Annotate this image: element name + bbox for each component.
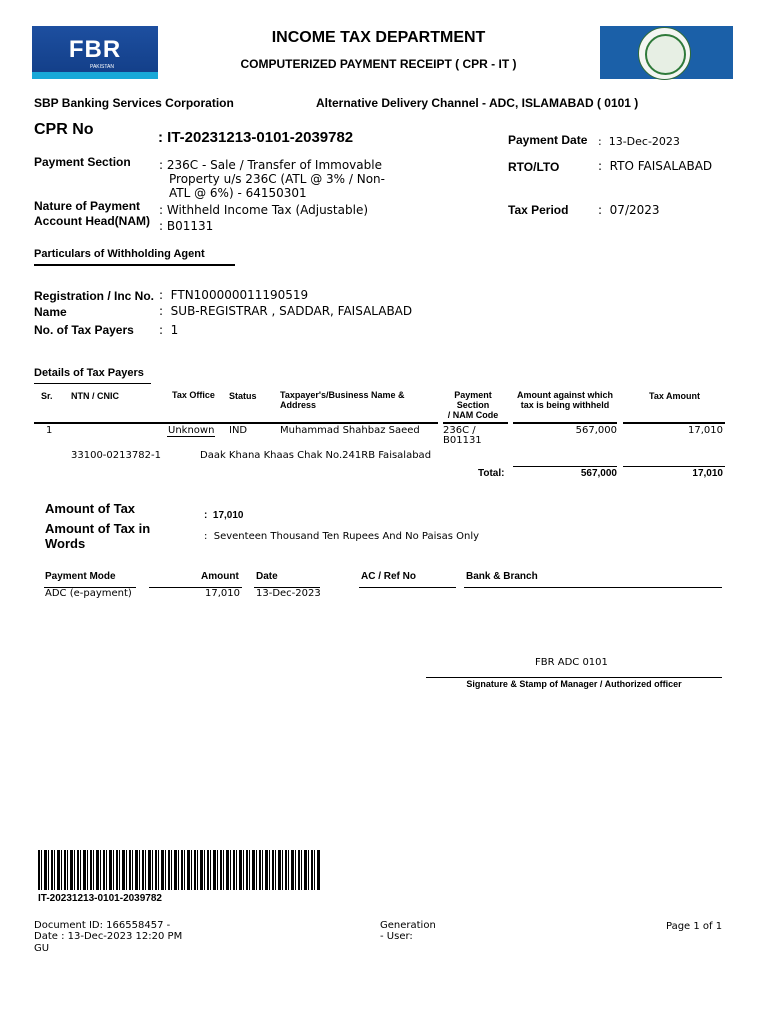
nature-value: : Withheld Income Tax (Adjustable) [159, 203, 369, 217]
bank-name: SBP Banking Services Corporation [34, 96, 234, 110]
agent-name-value: : SUB-REGISTRAR , SADDAR, FAISALABAD [159, 304, 413, 318]
payment-amount-value: 17,010 [205, 588, 240, 599]
col-payment-mode: Payment Mode [45, 571, 116, 582]
taxpayers-section-underline [34, 383, 151, 384]
payment-date-row-value: 13-Dec-2023 [256, 588, 321, 599]
payment-rule-4 [359, 587, 456, 588]
signature-line [426, 677, 722, 678]
fbr-logo-subtext: PAKISTAN [90, 64, 114, 70]
rto-value: : RTO FAISALABAD [598, 159, 713, 173]
payment-date-value: : 13-Dec-2023 [598, 135, 680, 148]
row-section: 236C / [443, 425, 476, 436]
rto-label: RTO/LTO [508, 160, 560, 174]
row-sr: 1 [46, 425, 53, 436]
agent-name-label: Name [34, 305, 67, 319]
col-name: Taxpayer's/Business Name & [280, 390, 405, 400]
row-tax-amount: 17,010 [688, 425, 723, 436]
signature-label: Signature & Stamp of Manager / Authorized officer [466, 679, 682, 689]
amount-in-words-value: : Seventeen Thousand Ten Rupees And No Paisas Only [204, 531, 480, 542]
col-ac-ref: AC / Ref No [361, 571, 416, 582]
payment-rule-5 [464, 587, 722, 588]
amount-of-tax-label: Amount of Tax [45, 501, 136, 516]
nature-label: Nature of Payment [34, 199, 141, 213]
agent-section-underline [34, 264, 235, 266]
barcode [38, 850, 320, 890]
footer-gu: GU [34, 943, 50, 954]
col-nam-code: / NAM Code [447, 410, 499, 420]
footer-generation: Generation [380, 920, 436, 931]
col-tax-amount: Tax Amount [649, 391, 700, 401]
fbr-logo-text: FBR [68, 36, 122, 63]
registration-value: : FTN100000011190519 [159, 288, 309, 302]
amount-in-words-label-2: Words [45, 536, 86, 551]
col-address: Address [280, 400, 317, 410]
row-name: Muhammad Shahbaz Saeed [280, 425, 420, 436]
total-rule-amount [513, 466, 617, 467]
account-head-label: Account Head(NAM) [34, 214, 150, 228]
tax-payers-count-value: : 1 [159, 323, 179, 337]
page-subtitle: COMPUTERIZED PAYMENT RECEIPT ( CPR - IT ) [240, 57, 517, 71]
payment-section-line3: ATL @ 6%) - 64150301 [169, 186, 307, 200]
payment-section-label: Payment Section [34, 155, 131, 169]
col-bank-branch: Bank & Branch [466, 571, 538, 582]
payment-date-label: Payment Date [508, 133, 588, 147]
footer-date: Date : 13-Dec-2023 12:20 PM [34, 931, 183, 942]
row-tax-office: Unknown [168, 425, 215, 436]
table-header-rule-tax [623, 422, 725, 424]
fbr-logo-stripe [32, 72, 158, 79]
col-status: Status [229, 391, 257, 401]
tax-period-value: : 07/2023 [598, 203, 660, 217]
sbp-seal-icon [638, 27, 691, 80]
page-number: Page 1 of 1 [666, 921, 723, 932]
cpr-label: CPR No [34, 121, 94, 138]
col-tax-office: Tax Office [172, 390, 215, 400]
payment-mode-value: ADC (e-payment) [45, 588, 132, 599]
amount-of-tax-value: : 17,010 [204, 510, 244, 521]
sbp-logo [600, 26, 733, 79]
fbr-logo [32, 26, 158, 79]
total-tax: 17,010 [692, 468, 723, 479]
col-payment-date: Date [256, 571, 278, 582]
total-rule-tax [623, 466, 725, 467]
payment-section-value: : 236C - Sale / Transfer of Immovable [159, 158, 382, 172]
row-nam-code: B01131 [443, 435, 482, 446]
tax-payers-count-label: No. of Tax Payers [34, 323, 134, 337]
taxpayers-section-title: Details of Tax Payers [34, 367, 144, 379]
table-header-rule [34, 422, 438, 424]
row-status: IND [229, 425, 248, 436]
footer-user: - User: [380, 931, 413, 942]
barcode-text: IT-20231213-0101-2039782 [38, 893, 162, 904]
payment-section-line2: Property u/s 236C (ATL @ 3% / Non- [169, 172, 385, 186]
col-ntn: NTN / CNIC [71, 391, 119, 401]
col-sr: Sr. [41, 391, 53, 401]
table-header-rule-amount [513, 422, 617, 424]
row-amount: 567,000 [575, 425, 617, 436]
col-payment-section: Payment [454, 390, 492, 400]
amount-in-words-label: Amount of Tax in [45, 521, 151, 536]
delivery-channel: Alternative Delivery Channel - ADC, ISLAMABAD ( 0101 ) [316, 96, 639, 110]
col-amount: Amount against which [516, 390, 613, 400]
col-payment-amount: Amount [201, 571, 239, 582]
total-label: Total: [478, 468, 505, 479]
account-head-value: : B01131 [159, 219, 214, 233]
agent-section-title: Particulars of Withholding Agent [34, 248, 205, 260]
total-amount: 567,000 [580, 468, 617, 479]
col-payment-section-2: Section [456, 400, 490, 410]
tax-period-label: Tax Period [508, 203, 569, 217]
row-cnic: 33100-0213782-1 [71, 450, 161, 461]
document-id: Document ID: 166558457 - [34, 920, 171, 931]
col-amount-2: tax is being withheld [520, 400, 610, 410]
registration-label: Registration / Inc No. [34, 289, 155, 303]
row-address: Daak Khana Khaas Chak No.241RB Faisalabad [200, 450, 432, 461]
stamp-text: FBR ADC 0101 [535, 657, 608, 668]
page-title: INCOME TAX DEPARTMENT [271, 29, 486, 46]
cpr-number: : IT-20231213-0101-2039782 [158, 129, 354, 146]
table-header-rule-section [443, 422, 508, 424]
